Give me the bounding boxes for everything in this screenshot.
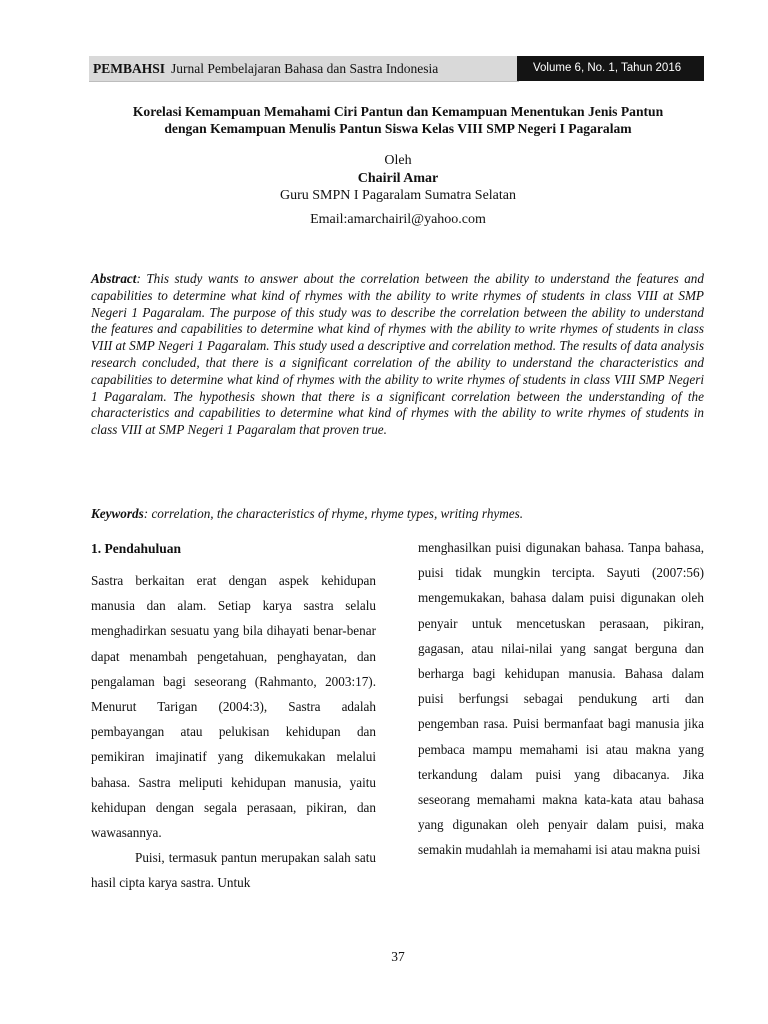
left-column (91, 568, 376, 896)
journal-full-name: Jurnal Pembelajaran Bahasa dan Sastra Indonesia (171, 61, 439, 76)
volume-badge (517, 56, 704, 81)
body-paragraph: Sastra berkaitan erat dengan aspek kehidupan manusia dan alam. Setiap karya sastra selalu menghadirkan sesuatu yang bila dihayati benar-benar dapat menambah pengetahuan, penghayatan, dan pengalaman bagi seseorang (Rahmanto, 2003:17). Menurut Tarigan (2004:3), Sastra adalah pembayangan atau pelukisan kehidupan dan pemikiran imajinatif yang dikemukakan melalui bahasa. Sastra meliputi kehidupan manusia, yaitu kehidupan dengan segala perasaan, pikiran, dan wawasannya. (91, 573, 376, 841)
author-by: Oleh (384, 153, 412, 168)
section-heading: 1. Pendahuluan (91, 541, 182, 556)
paper-title-line-2: dengan Kemampuan Menulis Pantun Siswa Kelas VIII SMP Negeri I Pagaralam (164, 121, 632, 136)
author-affiliation: Guru SMPN I Pagaralam Sumatra Selatan (279, 188, 516, 203)
abstract-text: : This study wants to answer about the correlation between the ability to understand the features and capabilities to determine what kind of rhymes with the ability to write rhymes of students in class VIII at SMP Negeri 1 Pagaralam. The purpose of this study was to describe the correlation between the ability to understand the features and capabilities to determine what kind of rhymes with the ability to write rhymes of students in class VIII at SMP Negeri 1 Pagaralam. This study used a descriptive and correlation method. The results of data analysis research concluded, that there is a significant correlation of the ability to understand the characteristics and capabilities to determine what kind of rhymes with the ability to write rhymes of students in class VIII SMP Negeri 1 Pagaralam. The hypothesis shown that there is a significant correlation between the understanding of the characteristics and capabilities to determine what kind of rhymes with the ability to write rhymes of students in class VIII at SMP Negeri 1 Pagaralam that proven true. (91, 271, 704, 438)
paper-title-line-1: Korelasi Kemampuan Memahami Ciri Pantun dan Kemampuan Menentukan Jenis Pantun (132, 104, 664, 119)
keywords (91, 506, 711, 522)
right-column (418, 535, 704, 863)
body-paragraph: Puisi, termasuk pantun merupakan salah satu hasil cipta karya sastra. Untuk (91, 850, 376, 891)
journal-header (89, 56, 704, 81)
body-paragraph: menghasilkan puisi digunakan bahasa. Tanpa bahasa, puisi tidak mungkin tercipta. Sayuti (2007:56) mengemukakan, bahasa dalam puisi digunakan oleh penyair untuk mencetuskan perasaan, pikiran, gagasan, atau nilai-nilai yang sangat berguna dan berharga bagi kehidupan manusia. Bahasa dalam puisi berfungsi sebagai pendukung arti dan pengemban rasa. Puisi bermanfaat bagi manusia jika pembaca mampu memahami isi atau makna yang terkandung dalam puisi yang dibacanya. Jika seseorang memahami makna kata-kata atau bahasa yang digunakan oleh penyair dalam puisi, maka semakin mudahlah ia memahami isi atau makna puisi (418, 540, 704, 858)
abstract (91, 271, 704, 439)
journal-name (93, 61, 438, 77)
journal-title-bar (89, 56, 519, 82)
author-email: Email:amarchairil@yahoo.com (310, 212, 486, 227)
abstract-label: Abstract (91, 271, 137, 286)
keywords-text: : correlation, the characteristics of rhyme, rhyme types, writing rhymes. (143, 506, 524, 521)
page-number: 37 (391, 949, 405, 964)
journal-abbr: PEMBAHSI (93, 61, 166, 76)
author-name: Chairil Amar (357, 171, 439, 186)
keywords-label: Keywords (91, 506, 144, 521)
volume-text: Volume 6, No. 1, Tahun 2016 (533, 62, 682, 74)
